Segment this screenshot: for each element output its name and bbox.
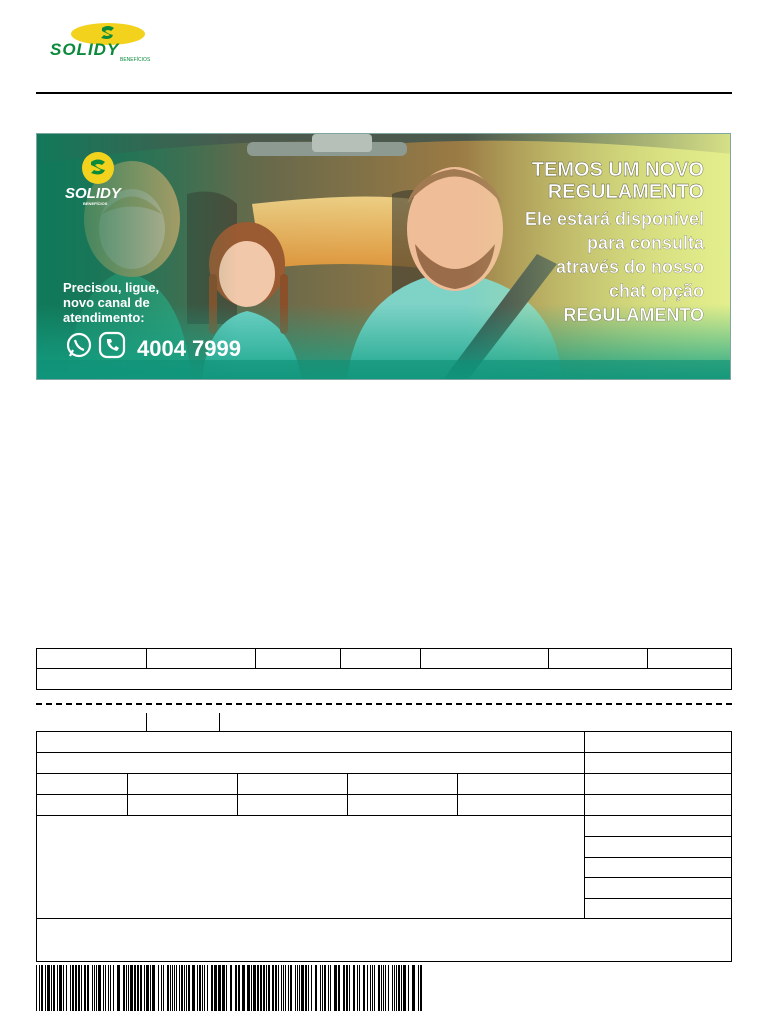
form-col-divider — [237, 773, 238, 815]
barcode-bar — [45, 965, 46, 1011]
barcode-bar — [363, 965, 365, 1011]
barcode-bar — [214, 965, 217, 1011]
barcode-bar — [134, 965, 136, 1011]
right-row-divider — [584, 857, 732, 858]
barcode-bar — [394, 965, 395, 1011]
barcode-bar — [266, 965, 267, 1011]
logo-wordmark: SOLIDY — [50, 40, 120, 59]
barcode-bar — [330, 965, 331, 1011]
barcode-bar — [152, 965, 155, 1011]
barcode-bar — [305, 965, 307, 1011]
barcode-bar — [57, 965, 58, 1011]
barcode-bar — [408, 965, 409, 1011]
barcode-bar — [290, 965, 292, 1011]
barcode-bar — [301, 965, 304, 1011]
body-line-1: Ele estará disponível — [524, 209, 704, 229]
barcode-bar — [59, 965, 62, 1011]
cut-line — [36, 703, 732, 705]
form-row-divider — [36, 794, 732, 795]
receipt-col-divider — [340, 648, 341, 669]
form-row-divider — [36, 815, 732, 816]
barcode-bar — [392, 965, 393, 1011]
barcode-bar — [253, 965, 256, 1011]
barcode-bar — [204, 965, 205, 1011]
barcode-bar — [238, 965, 240, 1011]
barcode-bar — [39, 965, 40, 1011]
bank-header-divider — [219, 713, 220, 731]
barcode-bar — [150, 965, 151, 1011]
barcode-bar — [320, 965, 321, 1011]
barcode-bar — [272, 965, 274, 1011]
barcode-bar — [343, 965, 345, 1011]
barcode-bar — [315, 965, 317, 1011]
barcode-bar — [98, 965, 101, 1011]
barcode-bar — [70, 965, 71, 1011]
barcode-bar — [53, 965, 55, 1011]
barcode-bar — [96, 965, 97, 1011]
barcode-bar — [123, 965, 125, 1011]
call-text-line-2: novo canal de — [63, 295, 150, 310]
barcode-bar — [158, 965, 159, 1011]
body-line-3: através do nosso — [555, 257, 704, 277]
barcode-bar — [66, 965, 67, 1011]
barcode-bar — [412, 965, 415, 1011]
barcode-bar — [186, 965, 187, 1011]
barcode-bar — [353, 965, 355, 1011]
barcode-bar — [263, 965, 265, 1011]
barcode-bar — [110, 965, 111, 1011]
solidy-logo — [48, 18, 188, 62]
form-col-divider — [457, 773, 458, 815]
right-row-divider — [584, 836, 732, 837]
barcode-bar — [367, 965, 368, 1011]
barcode-bar — [176, 965, 177, 1011]
headline-line-2: REGULAMENTO — [547, 181, 704, 203]
bank-header-divider — [146, 713, 147, 731]
receipt-col-divider — [548, 648, 549, 669]
barcode-bar — [235, 965, 237, 1011]
receipt-col-divider — [420, 648, 421, 669]
barcode-bar — [75, 965, 77, 1011]
barcode-bar — [174, 965, 175, 1011]
body-line-2: para consulta — [586, 233, 704, 253]
barcode-bar — [268, 965, 270, 1011]
barcode-bar — [242, 965, 245, 1011]
barcode-bar — [167, 965, 169, 1011]
barcode-bar — [161, 965, 162, 1011]
barcode-bar — [47, 965, 50, 1011]
barcode-bar — [338, 965, 340, 1011]
barcode-bar — [184, 965, 185, 1011]
banner-logo-tagline: BENEFÍCIOS — [83, 201, 108, 206]
form-row-divider — [36, 752, 732, 753]
barcode-bar — [398, 965, 400, 1011]
barcode-bar — [381, 965, 382, 1011]
barcode-bar — [170, 965, 171, 1011]
barcode-bar — [357, 965, 358, 1011]
barcode-bar — [137, 965, 139, 1011]
barcode-bar — [146, 965, 149, 1011]
barcode-bar — [378, 965, 380, 1011]
barcode-bar — [388, 965, 389, 1011]
barcode-bar — [257, 965, 259, 1011]
right-column-divider — [584, 731, 585, 918]
barcode-bar — [230, 965, 232, 1011]
call-text-line-3: atendimento: — [63, 310, 145, 325]
barcode-bar — [297, 965, 298, 1011]
form-col-divider — [127, 773, 128, 815]
barcode — [36, 965, 422, 1011]
barcode-bar — [117, 965, 120, 1011]
highlight-regulamento: REGULAMENTO — [563, 305, 704, 325]
call-text-line-1: Precisou, ligue, — [63, 280, 160, 295]
barcode-bar — [308, 965, 309, 1011]
bank-slip-form — [36, 731, 732, 962]
receipt-col-divider — [146, 648, 147, 669]
barcode-bar — [192, 965, 195, 1011]
phone-number: 4004 7999 — [137, 336, 241, 361]
barcode-bar — [94, 965, 95, 1011]
barcode-bar — [396, 965, 397, 1011]
barcode-bar — [84, 965, 86, 1011]
receipt-row-divider — [36, 668, 732, 669]
barcode-bar — [202, 965, 203, 1011]
barcode-bar — [275, 965, 277, 1011]
barcode-bar — [374, 965, 375, 1011]
barcode-bar — [36, 965, 37, 1011]
barcode-bar — [207, 965, 208, 1011]
barcode-bar — [72, 965, 74, 1011]
barcode-bar — [41, 965, 43, 1011]
form-row-divider — [36, 773, 732, 774]
barcode-bar — [51, 965, 52, 1011]
barcode-bar — [372, 965, 373, 1011]
barcode-bar — [188, 965, 190, 1011]
headline-line-1: TEMOS UM NOVO — [531, 159, 704, 181]
barcode-bar — [130, 965, 133, 1011]
barcode-bar — [103, 965, 104, 1011]
barcode-bar — [163, 965, 164, 1011]
barcode-bar — [383, 965, 384, 1011]
barcode-bar — [105, 965, 106, 1011]
barcode-bar — [299, 965, 300, 1011]
barcode-bar — [324, 965, 326, 1011]
barcode-bar — [349, 965, 350, 1011]
barcode-bar — [78, 965, 80, 1011]
barcode-bar — [222, 965, 225, 1011]
barcode-bar — [401, 965, 402, 1011]
barcode-bar — [197, 965, 198, 1011]
barcode-bar — [181, 965, 183, 1011]
barcode-bar — [322, 965, 323, 1011]
barcode-bar — [359, 965, 360, 1011]
barcode-bar — [420, 965, 422, 1011]
barcode-bar — [126, 965, 127, 1011]
barcode-bar — [140, 965, 142, 1011]
barcode-bar — [92, 965, 93, 1011]
barcode-bar — [211, 965, 213, 1011]
barcode-bar — [108, 965, 109, 1011]
banner-logo-wordmark: SOLIDY — [65, 185, 121, 202]
barcode-bar — [226, 965, 227, 1011]
barcode-bar — [260, 965, 262, 1011]
barcode-bar — [281, 965, 282, 1011]
barcode-bar — [218, 965, 221, 1011]
right-row-divider — [584, 877, 732, 878]
barcode-bar — [172, 965, 173, 1011]
payer-section-divider — [36, 918, 732, 919]
barcode-bar — [285, 965, 286, 1011]
barcode-bar — [128, 965, 129, 1011]
barcode-bar — [328, 965, 329, 1011]
barcode-bar — [81, 965, 82, 1011]
barcode-bar — [179, 965, 180, 1011]
form-col-divider — [347, 773, 348, 815]
header-divider — [36, 92, 732, 94]
barcode-bar — [144, 965, 145, 1011]
body-line-4: chat opção — [608, 281, 704, 301]
barcode-bar — [288, 965, 289, 1011]
barcode-bar — [346, 965, 348, 1011]
barcode-bar — [370, 965, 371, 1011]
receipt-table — [36, 648, 732, 690]
barcode-bar — [385, 965, 386, 1011]
barcode-bar — [87, 965, 89, 1011]
barcode-bar — [113, 965, 114, 1011]
barcode-bar — [251, 965, 252, 1011]
barcode-bar — [334, 965, 337, 1011]
barcode-bar — [199, 965, 201, 1011]
right-row-divider — [584, 898, 732, 899]
barcode-bar — [283, 965, 284, 1011]
barcode-bar — [63, 965, 64, 1011]
receipt-col-divider — [647, 648, 648, 669]
logo-tagline: BENEFÍCIOS — [120, 57, 151, 62]
promo-banner — [36, 133, 731, 380]
receipt-col-divider — [255, 648, 256, 669]
barcode-bar — [247, 965, 250, 1011]
barcode-bar — [278, 965, 279, 1011]
barcode-bar — [311, 965, 312, 1011]
barcode-bar — [403, 965, 406, 1011]
barcode-bar — [295, 965, 296, 1011]
barcode-bar — [418, 965, 419, 1011]
